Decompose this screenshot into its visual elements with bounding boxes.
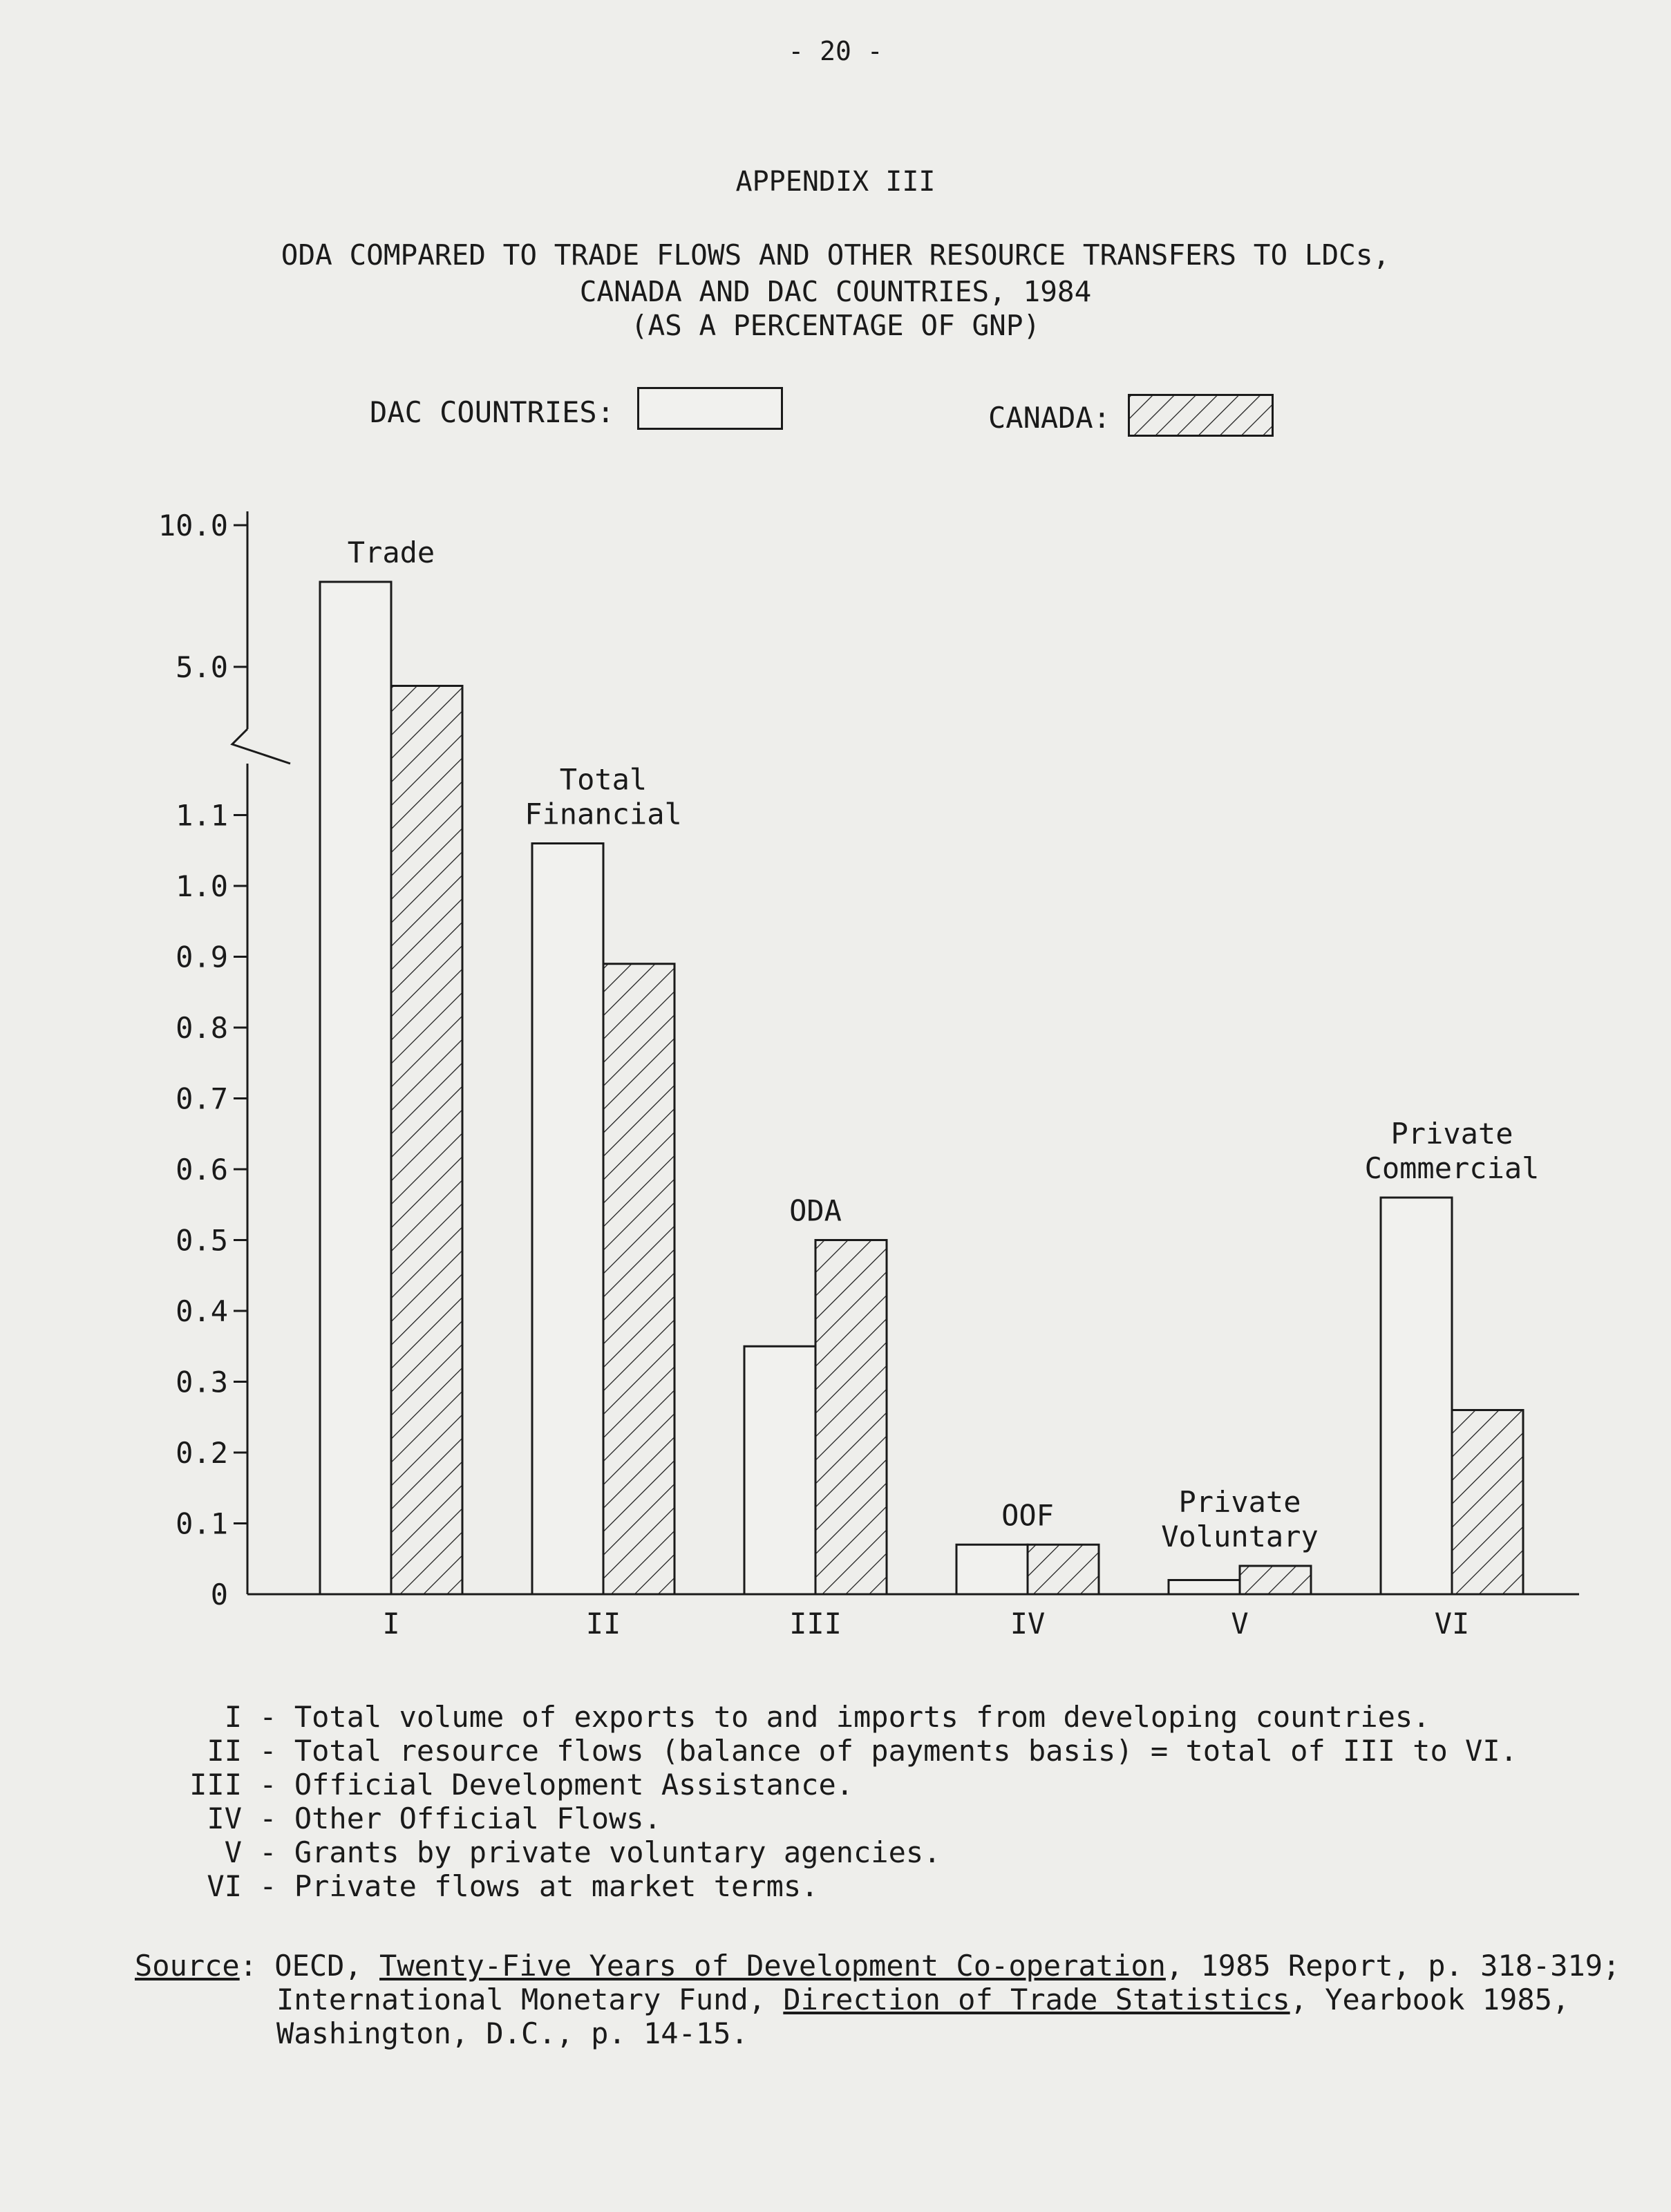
bar-group-label: ODA bbox=[789, 1193, 842, 1228]
chart-bars bbox=[320, 582, 1523, 1594]
note-row: III - Official Development Assistance. bbox=[131, 1768, 1518, 1802]
note-text: Other Official Flows. bbox=[294, 1802, 661, 1835]
source-label: Source bbox=[135, 1949, 240, 1983]
note-text: Official Development Assistance. bbox=[294, 1768, 854, 1802]
legend-canada-label: CANADA: bbox=[988, 401, 1111, 435]
note-row: V - Grants by private voluntary agencies. bbox=[131, 1835, 1518, 1869]
bar-canada-I bbox=[391, 686, 462, 1595]
note-number: IV bbox=[207, 1802, 242, 1835]
source-line-2 bbox=[135, 1983, 1620, 2016]
y-tick-label: 1.1 bbox=[176, 798, 228, 833]
x-tick-label: II bbox=[585, 1607, 621, 1641]
bar-canada-V bbox=[1240, 1566, 1311, 1594]
y-axis-break-mark bbox=[232, 729, 290, 764]
source-imf: International Monetary Fund, bbox=[276, 1983, 784, 2016]
bar-dac-II bbox=[532, 844, 603, 1595]
chart-labels bbox=[348, 536, 1540, 1641]
y-tick-label: 1.0 bbox=[176, 869, 228, 903]
note-text: Total volume of exports to and imports from developing countries. bbox=[294, 1700, 1431, 1734]
note-row: II - Total resource flows (balance of payments basis) = total of III to VI. bbox=[131, 1734, 1518, 1768]
source-line-1 bbox=[135, 1949, 1620, 1983]
bar-group-label: Voluntary bbox=[1161, 1520, 1319, 1553]
y-tick-label: 0.9 bbox=[176, 940, 228, 974]
bar-dac-V bbox=[1169, 1580, 1240, 1595]
x-tick-label: IV bbox=[1010, 1607, 1046, 1641]
note-number: V bbox=[224, 1835, 242, 1869]
bar-canada-II bbox=[603, 964, 674, 1594]
source-imf-details: , Yearbook 1985, bbox=[1290, 1983, 1570, 2016]
note-number: VI bbox=[207, 1869, 242, 1903]
legend-dac-label: DAC COUNTRIES: bbox=[370, 395, 615, 429]
bar-dac-IV bbox=[956, 1544, 1028, 1594]
source-oecd-title: Twenty-Five Years of Development Co-operation bbox=[379, 1949, 1166, 1983]
bar-group-label: Private bbox=[1390, 1117, 1513, 1151]
note-row: VI - Private flows at market terms. bbox=[131, 1869, 1518, 1903]
y-tick-label: 0.3 bbox=[176, 1365, 228, 1399]
source-oecd: OECD, bbox=[257, 1949, 380, 1983]
bar-canada-VI bbox=[1452, 1410, 1523, 1595]
source-citation bbox=[135, 1949, 1620, 2050]
bar-dac-I bbox=[320, 582, 391, 1594]
note-number: II bbox=[207, 1734, 242, 1768]
source-oecd-details: , 1985 Report, p. 318-319; bbox=[1165, 1949, 1621, 1983]
bar-group-label: Total bbox=[559, 762, 648, 797]
bar-canada-IV bbox=[1028, 1544, 1099, 1594]
bar-group-label: Private bbox=[1178, 1485, 1301, 1519]
note-row: I - Total volume of exports to and imports from developing countries. bbox=[131, 1700, 1518, 1734]
bar-group-label: Commercial bbox=[1364, 1151, 1540, 1185]
y-tick-label: 0.4 bbox=[176, 1294, 228, 1328]
bar-canada-III bbox=[815, 1240, 887, 1595]
y-tick-label: 0.7 bbox=[176, 1081, 228, 1116]
x-tick-label: VI bbox=[1434, 1607, 1470, 1641]
bar-dac-III bbox=[744, 1346, 815, 1594]
bar-dac-VI bbox=[1381, 1198, 1452, 1594]
bar-group-label: OOF bbox=[1001, 1498, 1054, 1533]
note-text: Private flows at market terms. bbox=[294, 1869, 819, 1903]
y-tick-label: 0.8 bbox=[176, 1011, 228, 1045]
x-tick-label: III bbox=[789, 1607, 842, 1641]
note-row: IV - Other Official Flows. bbox=[131, 1802, 1518, 1835]
note-text: Total resource flows (balance of payments basis) = total of III to VI. bbox=[294, 1734, 1518, 1768]
source-colon: : bbox=[239, 1949, 258, 1983]
chart-title-line-2: CANADA AND DAC COUNTRIES, 1984 bbox=[579, 275, 1092, 308]
bar-group-label: Trade bbox=[347, 536, 435, 569]
category-notes bbox=[131, 1700, 1518, 1903]
chart-title-line-1: ODA COMPARED TO TRADE FLOWS AND OTHER RESOURCE TRANSFERS TO LDCs, bbox=[281, 238, 1390, 272]
note-number: III bbox=[189, 1768, 242, 1802]
bar-group-label: Financial bbox=[525, 797, 682, 831]
y-tick-label: 0.1 bbox=[176, 1506, 228, 1541]
y-axis-ticks bbox=[158, 509, 247, 1611]
source-line-3 bbox=[135, 2016, 1620, 2050]
x-tick-label: V bbox=[1231, 1607, 1249, 1641]
y-tick-label: 5.0 bbox=[176, 650, 228, 684]
appendix-heading: APPENDIX III bbox=[735, 166, 936, 198]
y-tick-label: 0.2 bbox=[176, 1436, 228, 1470]
source-location: Washington, D.C., p. 14-15. bbox=[276, 2016, 748, 2050]
y-tick-label: 0.5 bbox=[176, 1223, 228, 1258]
x-tick-label: I bbox=[382, 1607, 400, 1641]
note-text: Grants by private voluntary agencies. bbox=[294, 1835, 941, 1869]
note-number: I bbox=[224, 1700, 242, 1734]
chart-title-line-3: (AS A PERCENTAGE OF GNP) bbox=[630, 309, 1041, 342]
y-tick-label: 0.6 bbox=[176, 1153, 228, 1187]
y-tick-label: 0 bbox=[210, 1578, 228, 1611]
page-number: - 20 - bbox=[788, 36, 883, 66]
y-tick-label: 10.0 bbox=[158, 509, 228, 542]
source-imf-title: Direction of Trade Statistics bbox=[783, 1983, 1290, 2016]
